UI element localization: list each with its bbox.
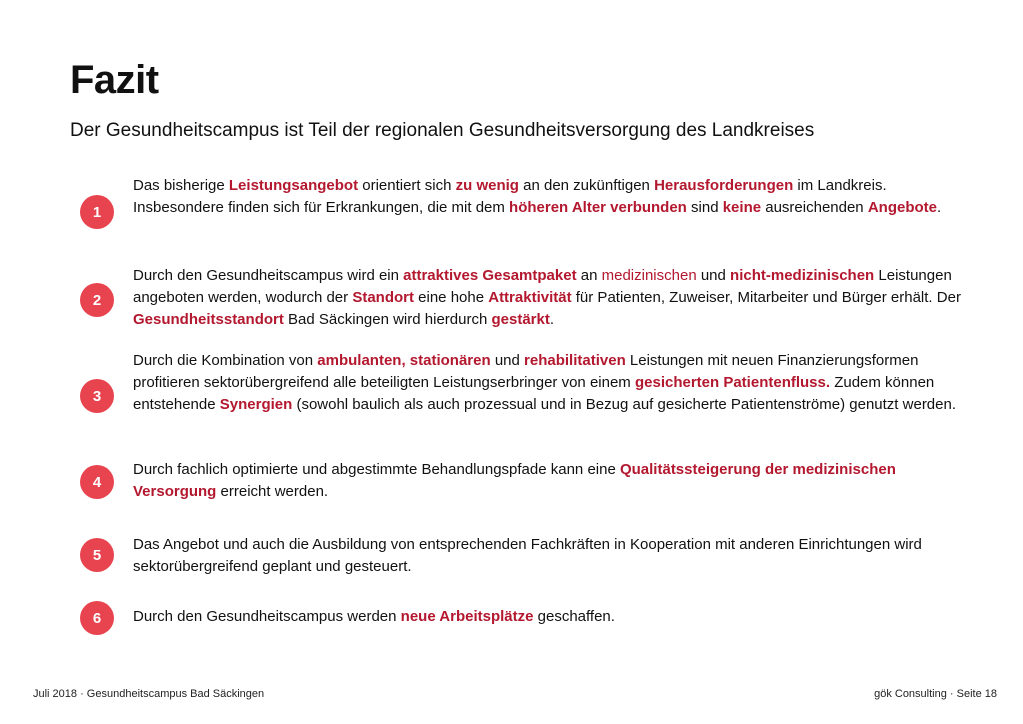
body-text: Durch fachlich optimierte und abgestimmte Behandlungspfade kann eine <box>133 461 620 478</box>
body-text: (sowohl baulich als auch prozessual und in Bezug auf gesicherte Patientenströme) genutzt werden. <box>292 396 957 413</box>
body-text: erreicht werden. <box>216 483 329 500</box>
body-text: an <box>576 267 602 284</box>
highlight-text: ambulanten, stationären <box>317 352 491 369</box>
body-text: an den zukünftigen <box>518 177 655 194</box>
body-text: orientiert sich <box>358 177 456 194</box>
highlight-text: Attraktivität <box>488 289 572 306</box>
number-badge: 1 <box>80 195 114 229</box>
body-text: ausreichenden <box>761 199 868 216</box>
number-badge: 6 <box>80 601 114 635</box>
body-text: im Landkreis. Insbesondere finden sich für Erkrankungen, die mit dem <box>133 177 887 216</box>
body-text: sind <box>686 199 723 216</box>
body-text: und <box>490 352 525 369</box>
body-text: Leistungen angeboten werden, wodurch der <box>133 267 952 306</box>
highlight-text: keine <box>722 199 762 216</box>
highlight-text: attraktives Gesamtpaket <box>403 267 577 284</box>
highlight-text: höheren Alter verbunden <box>509 199 687 216</box>
footer-left: Juli 2018 · Gesundheitscampus Bad Säckingen <box>33 688 265 700</box>
highlight-text: gesicherten Patientenfluss. <box>634 374 831 391</box>
item-text <box>133 265 963 331</box>
body-text: Durch den Gesundheitscampus wird ein <box>133 267 404 284</box>
page-subtitle: Der Gesundheitscampus ist Teil der regionalen Gesundheitsversorgung des Landkreises <box>70 120 815 141</box>
page-title: Fazit <box>70 58 159 102</box>
body-text: eine hohe <box>414 289 489 306</box>
body-text: . <box>549 311 555 328</box>
body-text: für Patienten, Zuweiser, Mitarbeiter und Bürger erhält. Der <box>571 289 961 306</box>
body-text: Bad Säckingen wird hierdurch <box>283 311 492 328</box>
highlight-text: Angebote <box>867 199 937 216</box>
accent-text: medizinischen <box>601 267 697 284</box>
body-text: Das Angebot und auch die Ausbildung von entsprechenden Fachkräften in Kooperation mit anderen Einrichtungen wird sektorübergreifend geplant und gesteuert. <box>133 536 922 575</box>
number-badge: 5 <box>80 538 114 572</box>
highlight-text: zu wenig <box>455 177 519 194</box>
highlight-text: Standort <box>352 289 414 306</box>
body-text: Durch die Kombination von <box>133 352 318 369</box>
highlight-text: rehabilitativen <box>524 352 626 369</box>
item-text <box>133 534 963 578</box>
body-text: Durch den Gesundheitscampus werden <box>133 608 401 625</box>
highlight-text: nicht-medizinischen <box>730 267 875 284</box>
body-text: . <box>937 199 942 216</box>
body-text: Zudem können entstehende <box>133 374 935 413</box>
number-badge: 4 <box>80 465 114 499</box>
body-text: geschaffen. <box>533 608 615 625</box>
footer-right: gök Consulting · Seite 18 <box>874 688 997 700</box>
highlight-text: Gesundheitsstandort <box>133 311 284 328</box>
item-text <box>133 350 963 416</box>
body-text: und <box>696 267 731 284</box>
highlight-text: Herausforderungen <box>654 177 794 194</box>
item-text <box>133 606 963 628</box>
item-text <box>133 175 963 219</box>
body-text: Das bisherige <box>133 177 229 194</box>
highlight-text: Synergien <box>219 396 293 413</box>
highlight-text: gestärkt <box>491 311 550 328</box>
number-badge: 3 <box>80 379 114 413</box>
highlight-text: Qualitätssteigerung der medizinischen Versorgung <box>133 461 896 500</box>
item-text <box>133 459 963 503</box>
highlight-text: neue Arbeitsplätze <box>400 608 534 625</box>
body-text: Leistungen mit neuen Finanzierungsformen profitieren sektorübergreifend alle beteiligten Leistungserbringer von einem <box>133 352 919 391</box>
highlight-text: Leistungsangebot <box>228 177 359 194</box>
number-badge: 2 <box>80 283 114 317</box>
